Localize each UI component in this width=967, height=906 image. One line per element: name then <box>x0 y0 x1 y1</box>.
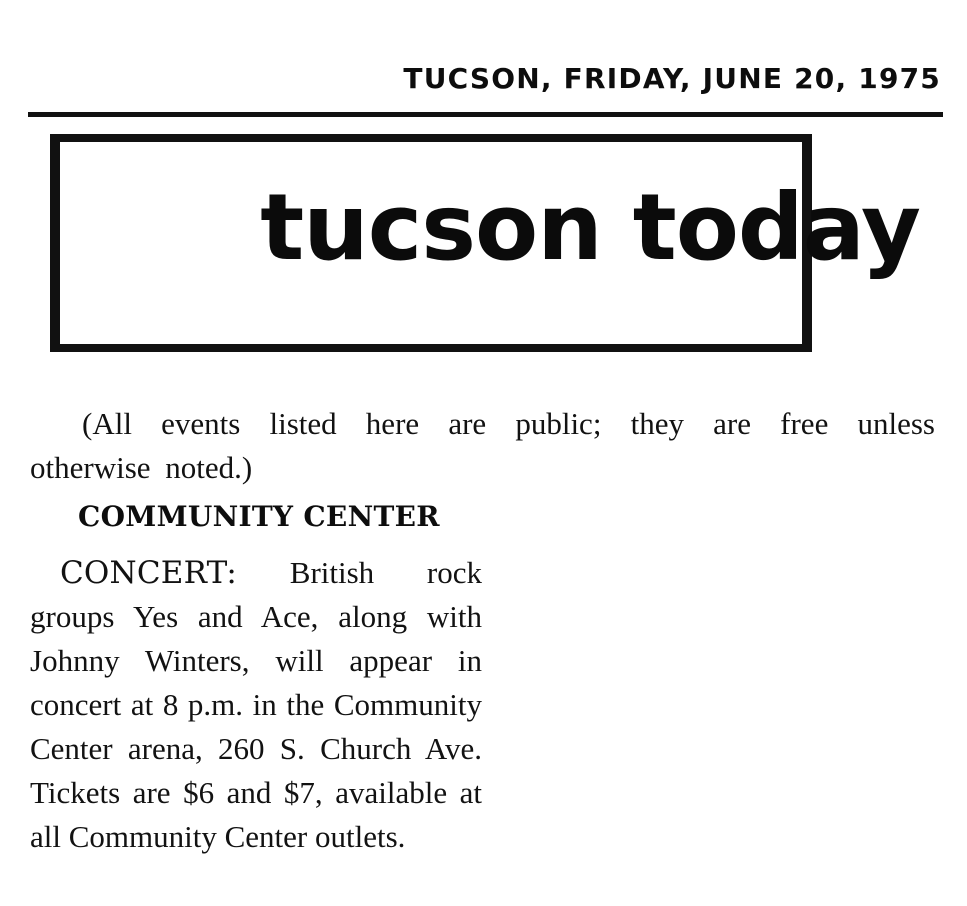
intro-note <box>30 402 935 490</box>
event-body: British rock groups Yes and Ace, along with Johnny Winters, will appear in concert at 8 p.m. in the Community Center arena, 260 S. Church Ave. Tickets are $6 and $7, available at all Community Center outlets. <box>30 555 482 854</box>
bracket-bottom-border <box>50 344 812 352</box>
dateline: TUCSON, FRIDAY, JUNE 20, 1975 <box>403 62 941 95</box>
event-label: CONCERT: <box>60 555 238 591</box>
page-title: tucson today <box>260 174 920 281</box>
events-column <box>30 500 482 859</box>
header-rule <box>28 112 943 117</box>
masthead <box>50 134 920 352</box>
event-entry <box>30 551 482 859</box>
section-heading-community-center: COMMUNITY CENTER <box>78 500 440 533</box>
intro-note-text: (All events listed here are public; they are free unless otherwise noted.) <box>30 406 935 485</box>
bracket-top-border <box>50 134 812 142</box>
